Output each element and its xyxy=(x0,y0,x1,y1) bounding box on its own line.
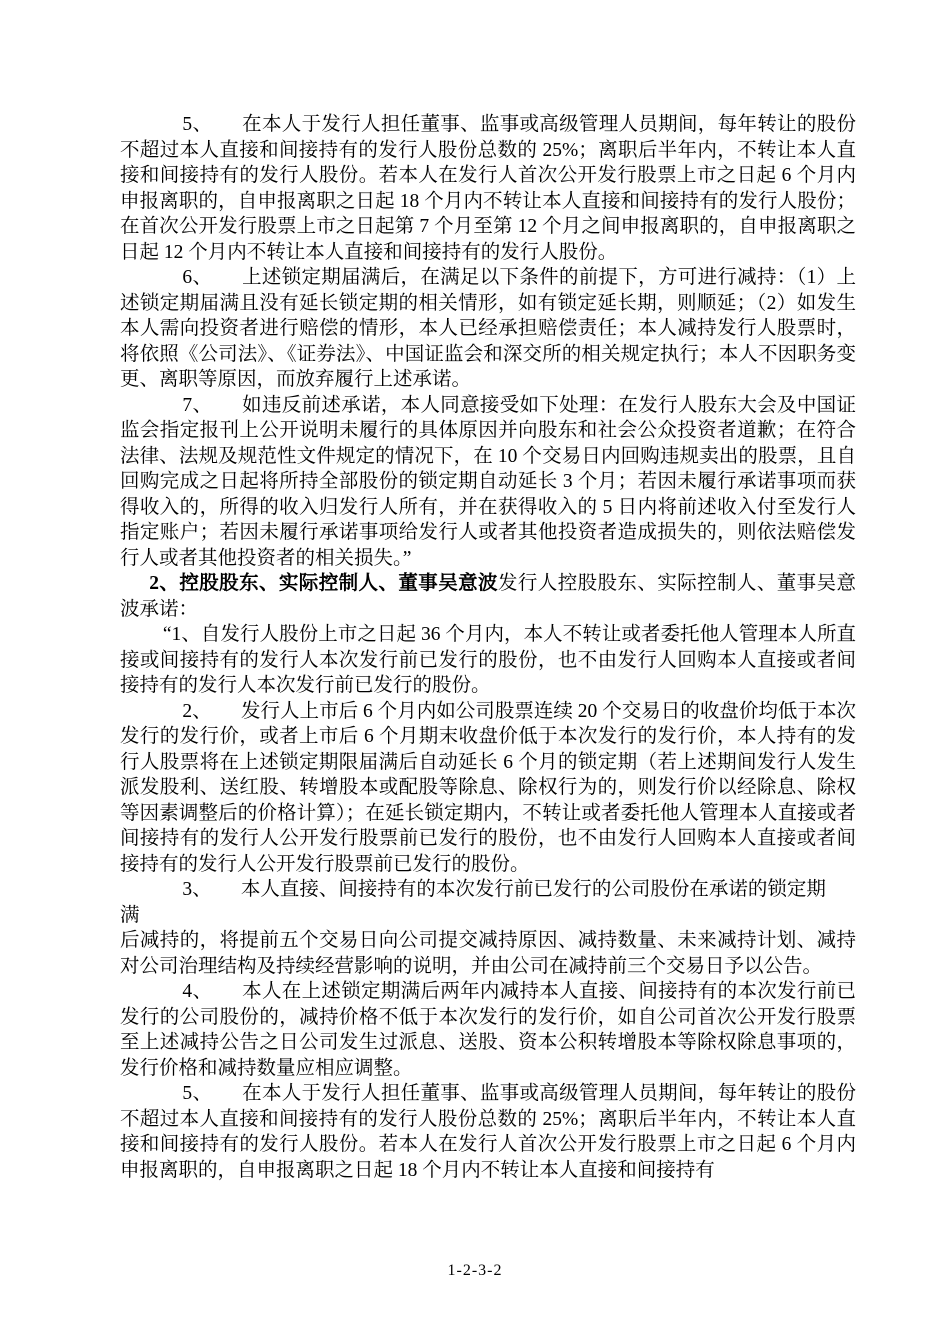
para-7-breach-handling: 7、 如违反前述承诺，本人同意接受如下处理：在发行人股东大会及中国证监会指定报刊上公开说明未履行的具体原因并向股东和社会公众投资者道歉；在符合法律、法规及规范性文件规定的情况下，在 10 个交易日内回购违规卖出的股票，且自回购完成之日起将所持全部股份的锁定期自动延长 3 个月；若因未履行承诺事项而获得收入的，所得的收入归发行人所有，并在获得收入的 5 日内将前述收入付至发行人指定账户；若因未履行承诺事项给发行人或者其他投资者造成损失的，则依法赔偿发行人或者其他投资者的相关损失。” xyxy=(120,394,856,569)
heading-section-number-name: 2、控股股东、实际控制人、董事吴意波 xyxy=(149,573,498,594)
heading-commitment-intro: 发行人控股股东、实际控制人、董事吴意波承诺： xyxy=(120,573,856,620)
para-4-reduction-price: 4、 本人在上述锁定期满后两年内减持本人直接、间接持有的本次发行前已发行的公司股份的，减持价格不低于本次发行的发行价，如自公司首次公开发行股票至上述减持公告之日公司发生过派息、送股、资本公积转增股本等除权除息事项的，发行价格和减持数量应相应调整。 xyxy=(120,981,856,1079)
heading-controlling-shareholder-commitment xyxy=(120,571,856,622)
para-3-reduction-notice-rest: 后减持的，将提前五个交易日向公司提交减持原因、减持数量、未来减持计划、减持对公司治理结构及持续经营影响的说明，并由公司在减持前三个交易日予以公告。 xyxy=(120,930,856,977)
para-5-transfer-limit: 5、 在本人于发行人担任董事、监事或高级管理人员期间，每年转让的股份不超过本人直接和间接持有的发行人股份总数的 25%；离职后半年内，不转让本人直接和间接持有的发行人股份。若本人在发行人首次公开发行股票上市之日起 6 个月内申报离职的，自申报离职之日起 18 个月内不转让本人直接和间接持有的发行人股份；在首次公开发行股票上市之日起第 7 个月至第 12 个月之间申报离职的，自申报离职之日起 12 个月内不转让本人直接和间接持有的发行人股份。 xyxy=(120,114,856,263)
para-6-unlock-conditions: 6、 上述锁定期届满后，在满足以下条件的前提下，方可进行减持：（1）上述锁定期届满且没有延长锁定期的相关情形，如有锁定延长期，则顺延；（2）如发生本人需向投资者进行赔偿的情形，本人已经承担赔偿责任；本人减持发行人股票时，将依照《公司法》、《证券法》、中国证监会和深交所的相关规定执行；本人不因职务变更、离职等原因，而放弃履行上述承诺。 xyxy=(120,267,856,390)
para-1-lockup-36-months: “1、自发行人股份上市之日起 36 个月内，本人不转让或者委托他人管理本人所直接或间接持有的发行人本次发行前已发行的股份，也不由发行人回购本人直接或者间接持有的发行人本次发行前已发行的股份。 xyxy=(120,624,856,696)
para-3-reduction-notice-line: 3、 本人直接、间接持有的本次发行前已发行的公司股份在承诺的锁定期 xyxy=(182,879,826,900)
para-2-lockup-extension: 2、 发行人上市后 6 个月内如公司股票连续 20 个交易日的收盘价均低于本次发行的发行价，或者上市后 6 个月期末收盘价低于本次发行的发行价，本人持有的发行人股票将在上述锁定期限届满后自动延长 6 个月的锁定期（若上述期间发行人发生派发股利、送红股、转增股本或配股等除息、除权行为的，则发行价以经除息、除权等因素调整后的价格计算）；在延长锁定期内，不转让或者委托他人管理本人直接或者间接持有的发行人公开发行股票前已发行的股份，也不由发行人回购本人直接或者间接持有的发行人公开发行股票前已发行的股份。 xyxy=(120,700,856,875)
page-number: 1-2-3-2 xyxy=(447,1262,503,1279)
para-3-overflow-character: 满 xyxy=(120,904,140,926)
para-5-director-transfer-repeat: 5、 在本人于发行人担任董事、监事或高级管理人员期间，每年转让的股份不超过本人直接和间接持有的发行人股份总数的 25%；离职后半年内，不转让本人直接和间接持有的发行人股份。若本人在发行人首次公开发行股票上市之日起 6 个月内申报离职的，自申报离职之日起 18 个月内不转让本人直接和间接持有 xyxy=(120,1083,856,1181)
body-text xyxy=(120,112,856,1183)
